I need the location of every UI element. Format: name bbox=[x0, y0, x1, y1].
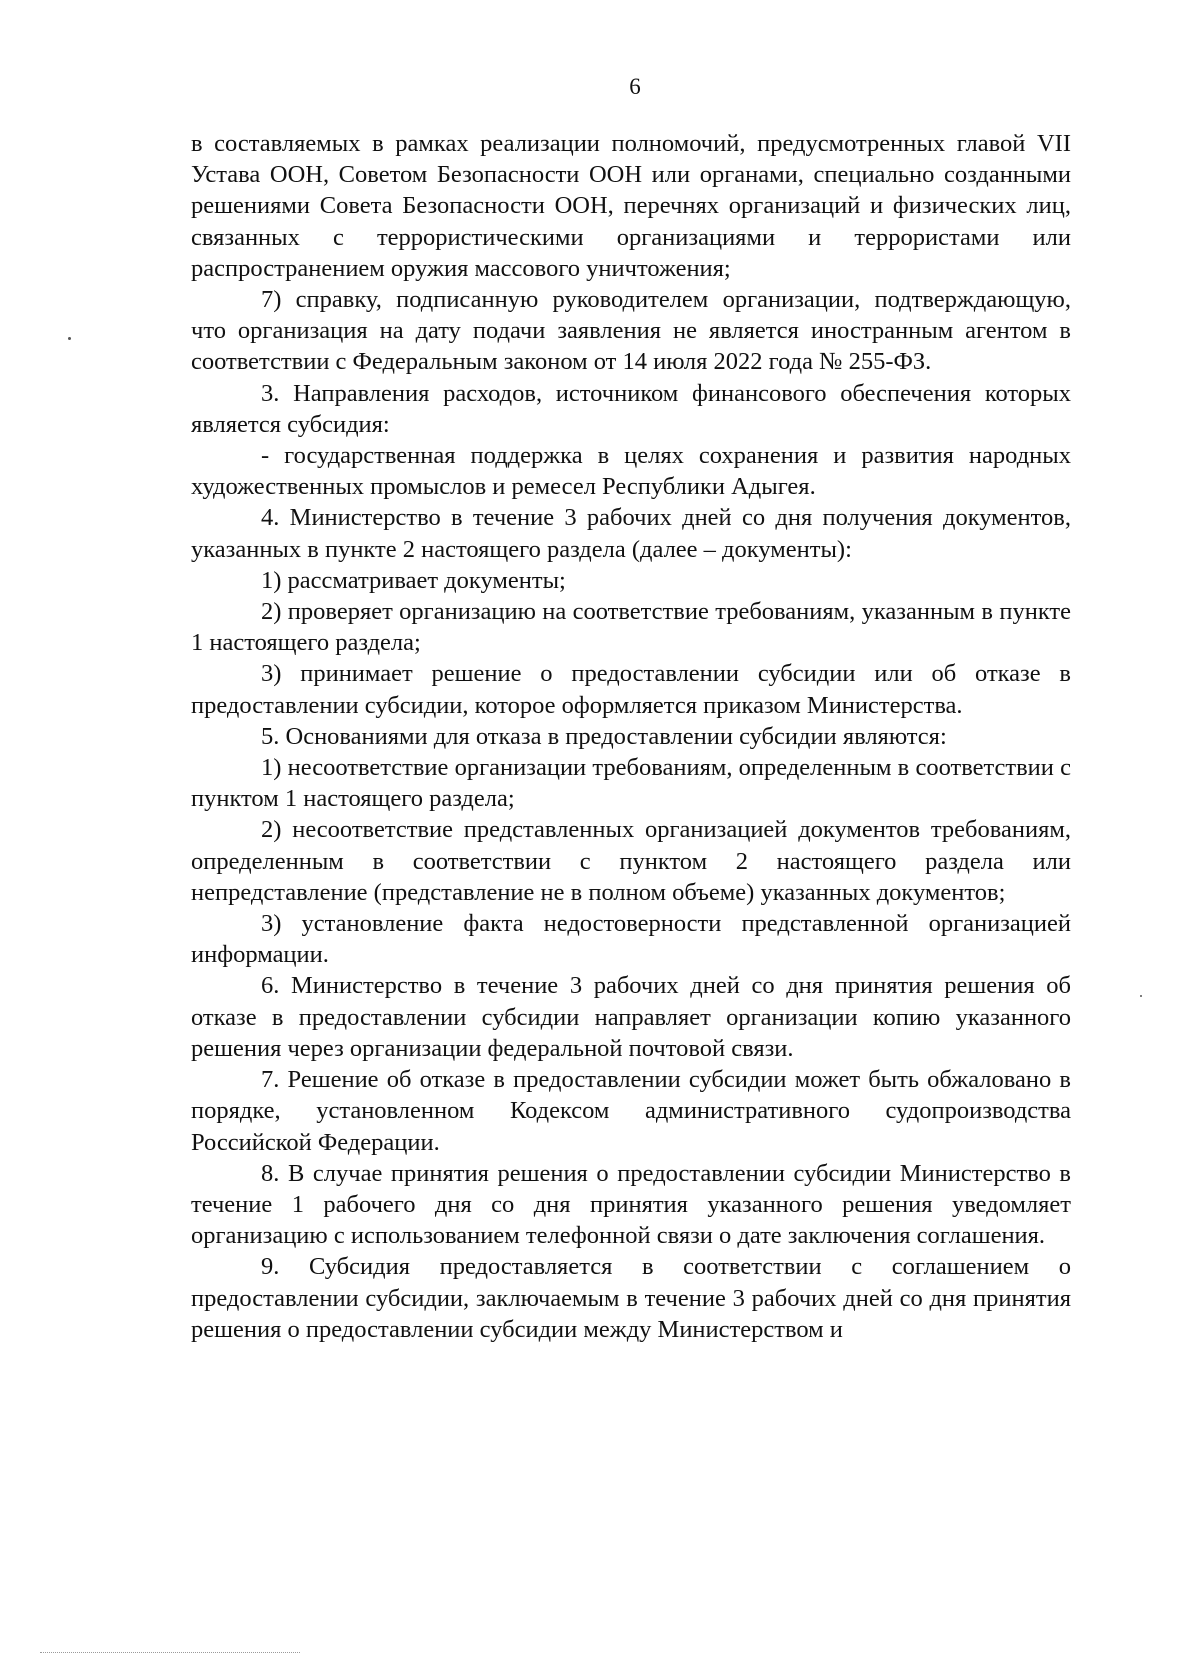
page-number: 6 bbox=[629, 74, 641, 99]
paragraph-section-4-item-2: 2) проверяет организацию на соответствие требованиям, указанным в пункте 1 настоящего раздела; bbox=[191, 598, 1071, 657]
document-body bbox=[191, 128, 1071, 1345]
paragraph-section-5-item-3: 3) установление факта недостоверности представленной организацией информации. bbox=[191, 910, 1071, 969]
paragraph-section-3: 3. Направления расходов, источником финансового обеспечения которых является субсидия: bbox=[191, 379, 1071, 438]
paragraph-section-4-item-1: 1) рассматривает документы; bbox=[261, 566, 566, 594]
paragraph-section-5-item-2: 2) несоответствие представленных организацией документов требованиям, определенным в соответствии с пунктом 2 настоящего раздела или непредставление (представление не в полном объеме) указанных документов; bbox=[191, 816, 1071, 906]
paragraph-section-5-item-1: 1) несоответствие организации требованиям, определенным в соответствии с пунктом 1 настоящего раздела; bbox=[191, 754, 1071, 813]
paragraph-section-4-item-3: 3) принимает решение о предоставлении субсидии или об отказе в предоставлении субсидии, которое оформляется приказом Министерства. bbox=[191, 660, 1071, 719]
scan-speck bbox=[68, 337, 71, 340]
paragraph-section-3-bullet: - государственная поддержка в целях сохранения и развития народных художественных промыслов и ремесел Республики Адыгея. bbox=[191, 442, 1071, 501]
paragraph-section-6: 6. Министерство в течение 3 рабочих дней со дня принятия решения об отказе в предоставлении субсидии направляет организации копию указанного решения через организации федеральной почтовой связи. bbox=[191, 972, 1071, 1062]
paragraph-section-8: 8. В случае принятия решения о предоставлении субсидии Министерство в течение 1 рабочего дня со дня принятия указанного решения уведомляет организацию с использованием телефонной связи о дате заключения соглашения. bbox=[191, 1159, 1071, 1250]
paragraph-section-9: 9. Субсидия предоставляется в соответствии с соглашением о предоставлении субсидии, заключаемым в течение 3 рабочих дней со дня принятия решения о предоставлении субсидии между Министерством и bbox=[191, 1253, 1071, 1343]
scan-edge-marks bbox=[40, 1652, 300, 1659]
paragraph-section-7: 7. Решение об отказе в предоставлении субсидии может быть обжаловано в порядке, установленном Кодексом административного судопроизводства Российской Федерации. bbox=[191, 1066, 1071, 1156]
paragraph-section-5: 5. Основаниями для отказа в предоставлении субсидии являются: bbox=[261, 722, 947, 750]
scan-speck bbox=[1140, 995, 1142, 997]
paragraph-section-4: 4. Министерство в течение 3 рабочих дней со дня получения документов, указанных в пункте 2 настоящего раздела (далее – документы): bbox=[191, 504, 1071, 563]
paragraph-item-7-foreign-agent: 7) справку, подписанную руководителем организации, подтверждающую, что организация на дату подачи заявления не является иностранным агентом в соответствии с Федеральным законом от 14 июля 2022 года № 255-ФЗ. bbox=[191, 286, 1071, 376]
paragraph-sanctions-list-continuation: в составляемых в рамках реализации полномочий, предусмотренных главой VII Устава ООН, Советом Безопасности ООН или органами, специально созданными решениями Совета Безопасности ООН, перечнях организаций и физических лиц, связанных с террористическими организациями и террористами или распространением оружия массового уничтожения; bbox=[191, 130, 1071, 282]
